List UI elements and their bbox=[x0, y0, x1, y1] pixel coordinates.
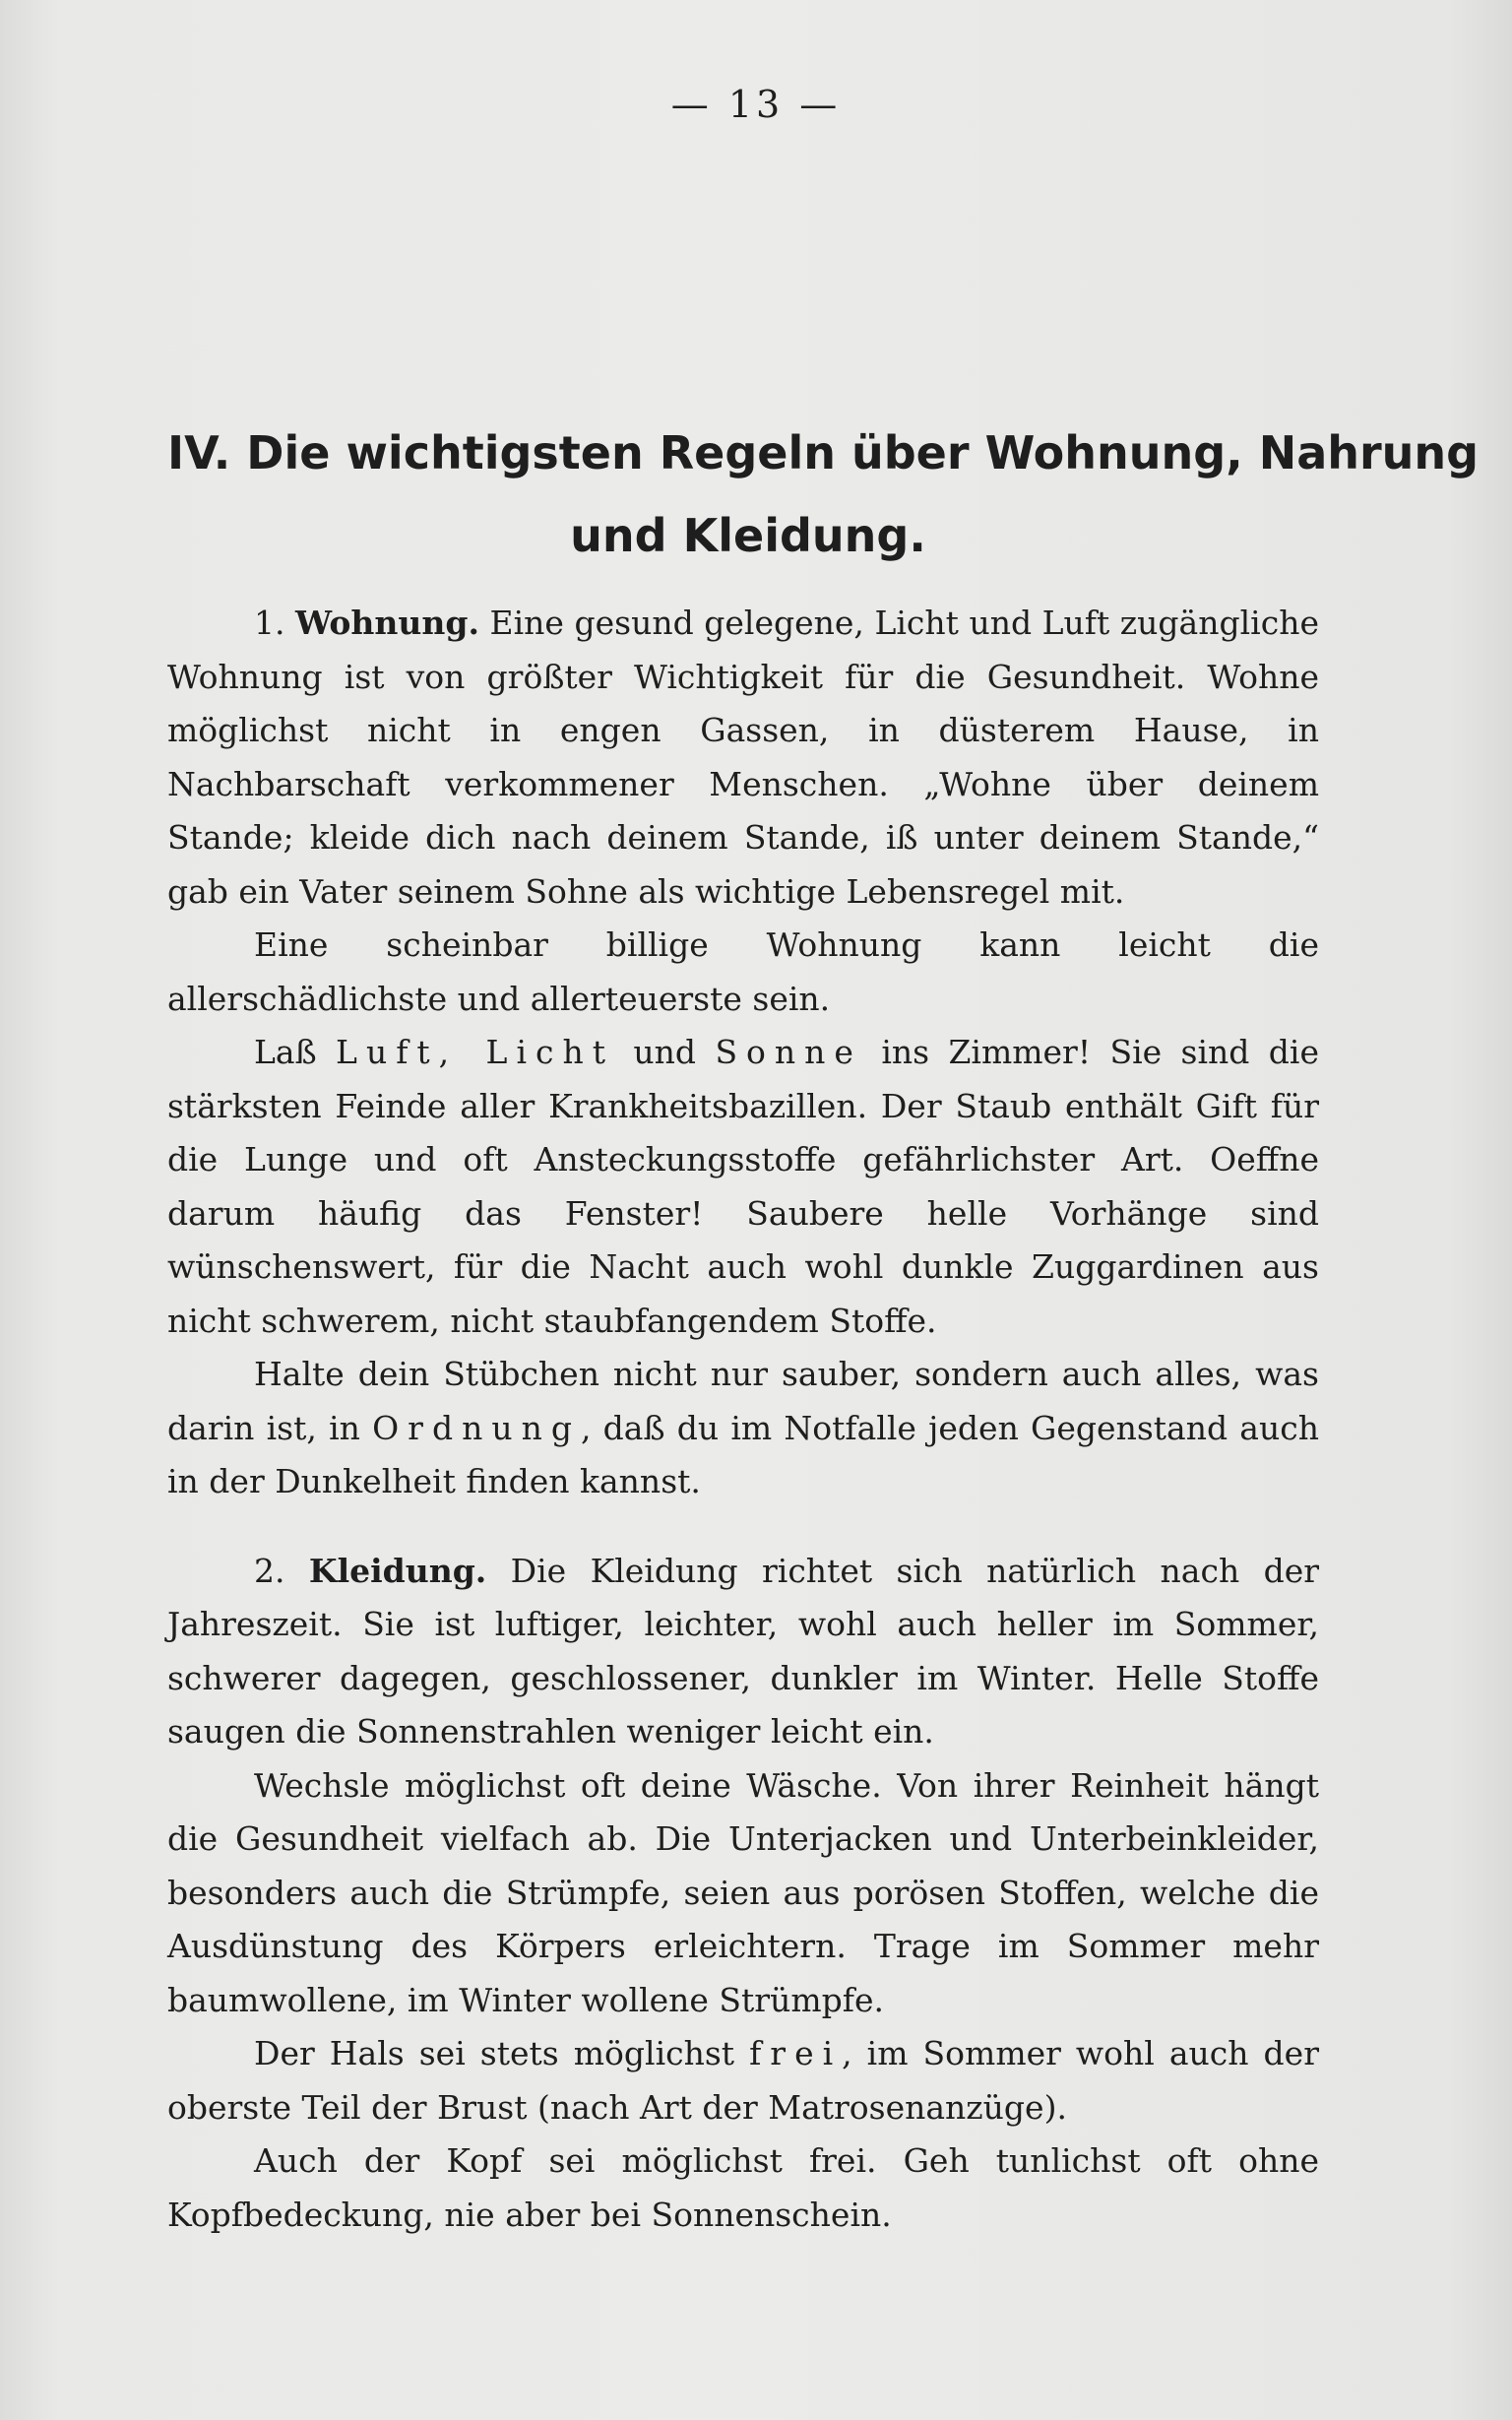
emphasis-ordnung: Ordnung bbox=[372, 1408, 581, 1447]
section-kleidung-paragraph-1 bbox=[167, 1545, 1319, 1759]
paragraph-text: Laß bbox=[254, 1033, 317, 1071]
section-wohnung-title: Wohnung. bbox=[295, 604, 479, 642]
section-wohnung-number: 1. bbox=[254, 604, 285, 642]
paragraph-text: und bbox=[633, 1033, 697, 1071]
paragraph-text: , im Sommer wohl auch der oberste Teil der Brust (nach Art der Matrosenanzüge). bbox=[167, 2034, 1319, 2127]
chapter-heading bbox=[167, 412, 1480, 577]
paragraph-text: , daß du im Notfalle jeden Gegenstand auch in der Dunkelheit finden kannst. bbox=[167, 1408, 1319, 1500]
emphasis-luft-licht: Luft, Licht bbox=[336, 1033, 615, 1071]
section-wohnung-paragraph-3 bbox=[167, 1026, 1319, 1348]
section-kleidung-paragraph-4: Auch der Kopf sei möglichst frei. Geh tunlichst oft ohne Kopfbedeckung, nie aber bei Sonnenschein. bbox=[167, 2141, 1319, 2234]
paragraph-text: Eine gesund gelegene, Licht und Luft zugängliche Wohnung ist von größter Wichtigkeit für die Gesundheit. Wohne möglichst nicht in engen Gassen, in düsterem Hause, in Nachbarschaft verkommener Menschen. „Wohne über deinem Stande; kleide dich nach deinem Stande, iß unter deinem Stande,“ gab ein Vater seinem Sohne als wichtige Lebensregel mit. bbox=[167, 604, 1319, 911]
section-kleidung-paragraph-2: Wechsle möglichst oft deine Wäsche. Von ihrer Reinheit hängt die Gesundheit vielfach ab. Die Unterjacken und Unterbeinkleider, besonders auch die Strümpfe, seien aus porösen Stoffen, welche die Ausdünstung des Körpers erleichtern. Trage im Sommer mehr baumwollene, im Winter wollene Strümpfe. bbox=[167, 1765, 1319, 2019]
emphasis-sonne: Sonne bbox=[715, 1033, 862, 1071]
paragraph-text: Der Hals sei stets möglichst bbox=[254, 2034, 735, 2072]
section-wohnung-paragraph-2: Eine scheinbar billige Wohnung kann leicht die allerschädlichste und allerteuerste sein. bbox=[167, 925, 1319, 1018]
paragraph-text: ins Zimmer! Sie sind die stärksten Feinde aller Krankheitsbazillen. Der Staub enthält Gift für die Lunge und oft Ansteckungsstoffe gefährlichster Art. Oeffne darum häufig das Fenster! Saubere helle Vorhänge sind wünschenswert, für die Nacht auch wohl dunkle Zuggardinen aus nicht schwerem, nicht staubfangendem Stoffe. bbox=[167, 1033, 1319, 1340]
chapter-heading-line-2: und Kleidung. bbox=[570, 509, 926, 562]
page-number: — 13 — bbox=[670, 83, 842, 126]
emphasis-frei: frei bbox=[749, 2034, 843, 2072]
paragraph-text: Die Kleidung richtet sich natürlich nach der Jahreszeit. Sie ist luftiger, leichter, wohl auch heller im Sommer, schwerer dagegen, geschlossener, dunkler im Winter. Helle Stoffe saugen die Sonnenstrahlen weniger leicht ein. bbox=[167, 1551, 1319, 1751]
section-wohnung-paragraph-1 bbox=[167, 597, 1319, 919]
section-kleidung-paragraph-3 bbox=[167, 2027, 1319, 2134]
section-wohnung-paragraph-4 bbox=[167, 1348, 1319, 1509]
page-body bbox=[167, 597, 1319, 2242]
section-kleidung-number: 2. bbox=[254, 1551, 285, 1590]
section-kleidung-title: Kleidung. bbox=[308, 1551, 487, 1590]
paragraph-text: Halte dein Stübchen nicht nur sauber, sondern auch alles, was darin ist, in bbox=[167, 1355, 1319, 1447]
chapter-heading-line-1: IV. Die wichtigsten Regeln über Wohnung, Nahrung bbox=[167, 426, 1480, 479]
